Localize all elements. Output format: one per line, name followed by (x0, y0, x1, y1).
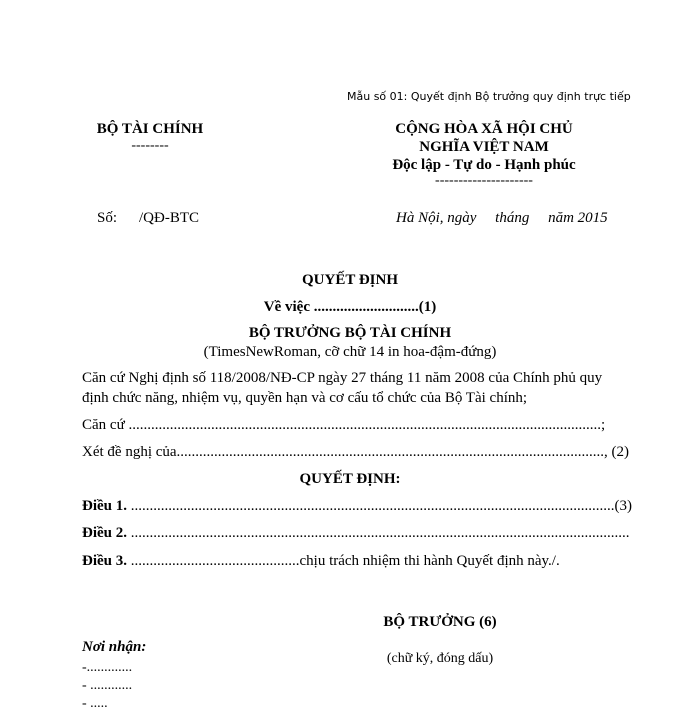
article-text: .................................................................................................................................(3) (127, 498, 632, 514)
legal-basis-line3: Căn cứ ..............................................................................................................................; (82, 417, 606, 433)
document-title: QUYẾT ĐỊNH (302, 272, 398, 288)
document-subject: Về việc ............................(1) (263, 299, 437, 315)
recipient-item: - ............ (82, 678, 133, 693)
issuing-authority: BỘ TRƯỞNG BỘ TÀI CHÍNH (248, 325, 452, 341)
decision-heading: QUYẾT ĐỊNH: (299, 471, 401, 487)
proposal-line: Xét đề nghị của.................................................................................................................., (2) (82, 444, 630, 460)
doc-number-label: Số: (97, 210, 118, 226)
signer-note: (chữ ký, đóng dấu) (386, 651, 494, 666)
place-date: Hà Nội, ngày tháng năm 2015 (396, 210, 608, 226)
article-3 (82, 553, 560, 570)
article-label: Điều 1. (82, 498, 127, 514)
recipient-item: - ..... (82, 696, 108, 711)
font-note: (TimesNewRoman, cỡ chữ 14 in hoa-đậm-đứng) (203, 344, 497, 360)
ministry-name: BỘ TÀI CHÍNH (96, 121, 204, 137)
national-motto: Độc lập - Tự do - Hạnh phúc (392, 157, 576, 173)
article-2 (82, 525, 630, 542)
ministry-underline: -------- (131, 138, 169, 153)
article-1 (82, 498, 632, 515)
recipient-item: -............. (82, 660, 133, 675)
country-name-line2: NGHĨA VIỆT NAM (419, 139, 549, 155)
signer-title: BỘ TRƯỞNG (6) (383, 614, 497, 630)
article-text: ..................................................................................................................................... (127, 525, 630, 541)
article-text: .............................................chịu trách nhiệm thi hành Quyết định này./. (127, 553, 560, 569)
legal-basis-line2: định chức năng, nhiệm vụ, quyền hạn và cơ cấu tổ chức của Bộ Tài chính; (82, 390, 528, 406)
legal-basis-line1: Căn cứ Nghị định số 118/2008/NĐ-CP ngày 27 tháng 11 năm 2008 của Chính phủ quy (82, 370, 603, 386)
country-name-line1: CỘNG HÒA XÃ HỘI CHỦ (395, 121, 573, 137)
doc-number-code: /QĐ-BTC (139, 210, 199, 226)
article-label: Điều 2. (82, 525, 127, 541)
motto-underline: --------------------- (435, 173, 533, 188)
recipients-label: Nơi nhận: (82, 639, 147, 655)
form-note: Mẫu số 01: Quyết định Bộ trưởng quy định trực tiếp (347, 90, 631, 103)
article-label: Điều 3. (82, 553, 127, 569)
